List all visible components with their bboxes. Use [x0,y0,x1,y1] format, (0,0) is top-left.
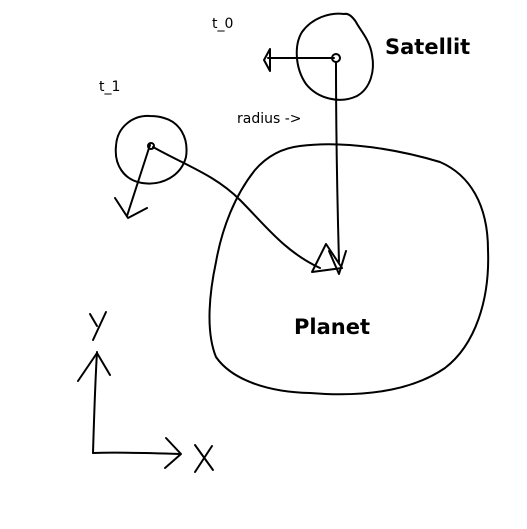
radius-t1-arrowhead [312,244,342,272]
satellite-label: Satellit [385,35,471,59]
velocity-t0-arrowhead [264,49,270,71]
t0-label: t_0 [212,16,234,32]
planet-label: Planet [294,315,370,339]
x-axis [93,453,180,454]
x-axis-label [195,445,213,472]
radius-t0-vector [336,62,339,262]
planet-body [209,144,488,394]
y-axis [93,352,97,453]
t1-label: t_1 [99,79,121,95]
y-axis-label [90,312,106,340]
radius-t1-vector [153,147,320,268]
radius-label: radius -> [237,111,302,127]
velocity-t1-vector [127,145,150,216]
y-axis-arrowhead [78,353,110,381]
satellite-t0-circle [297,14,373,100]
